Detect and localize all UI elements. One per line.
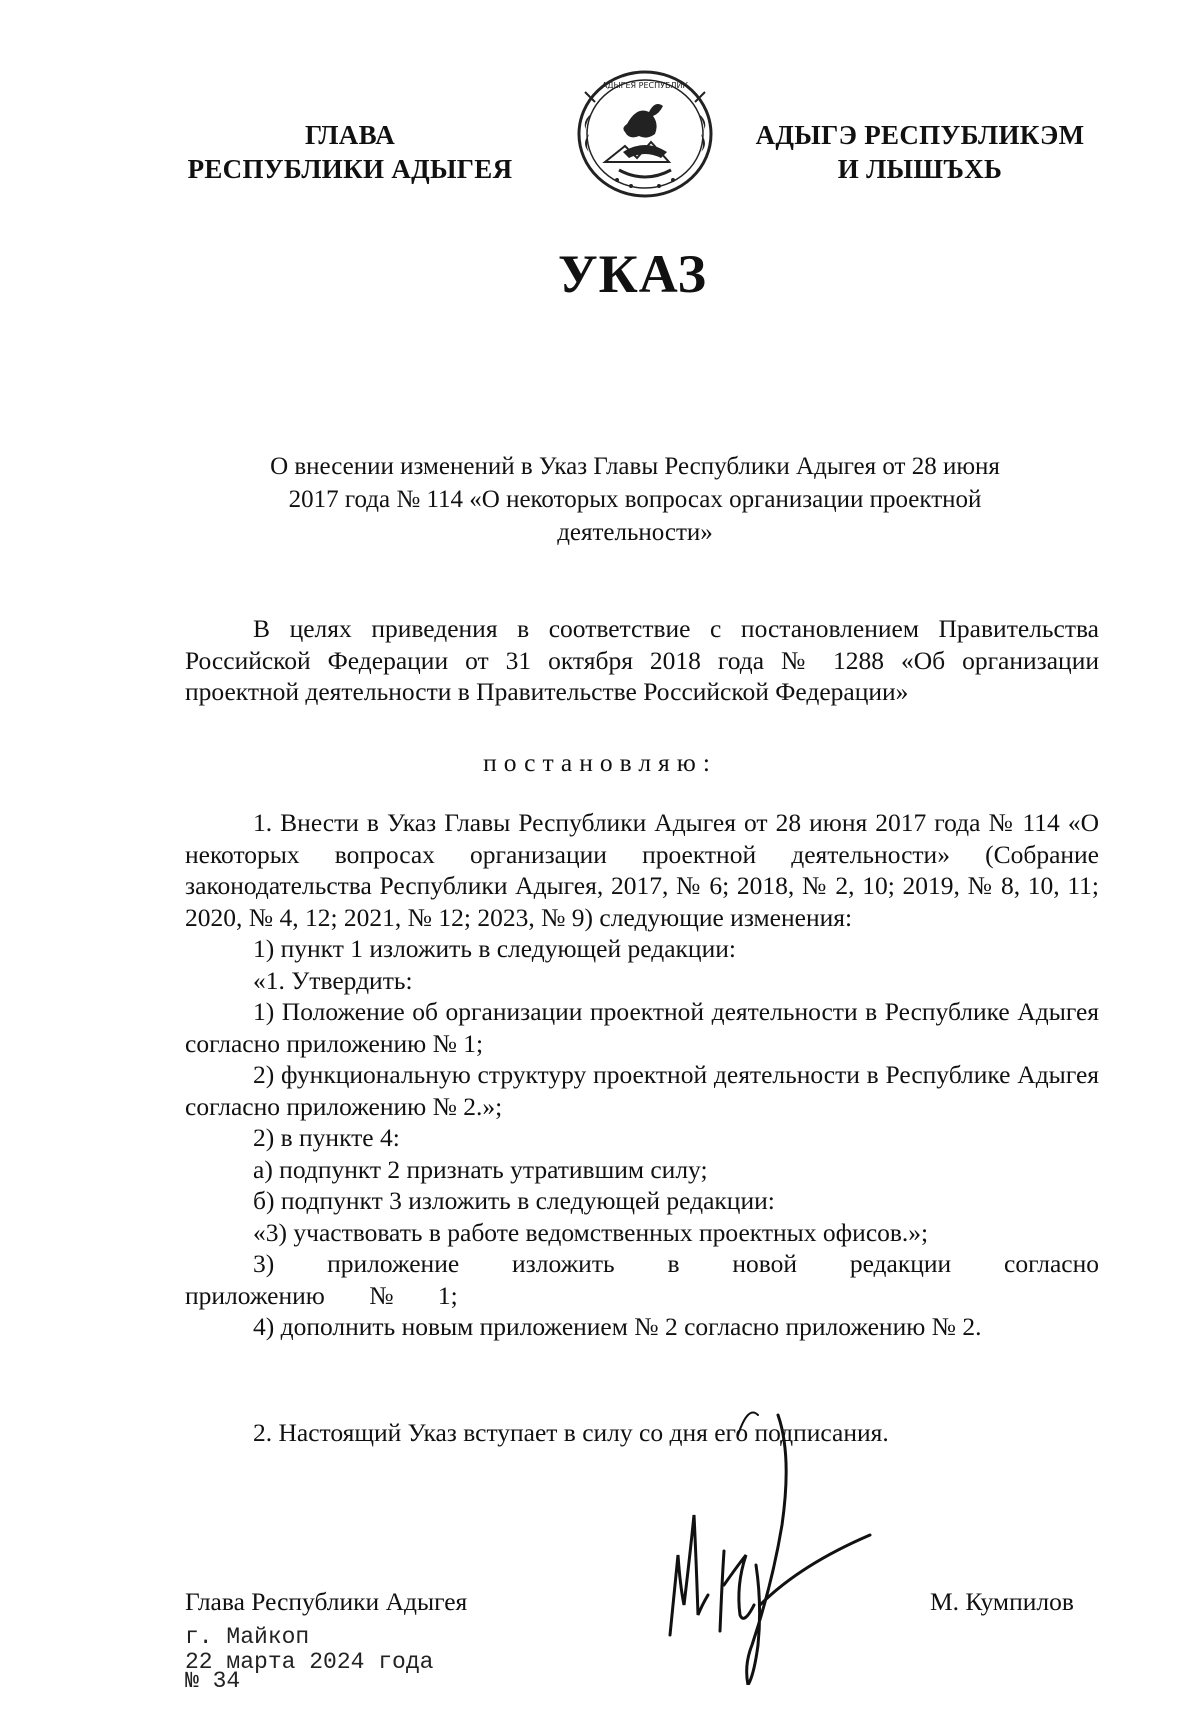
item-1-subitem-2a: а) подпункт 2 признать утратившим силу; (253, 1154, 708, 1184)
item-1-subitem-1: 1) пункт 1 изложить в следующей редакции: (253, 934, 736, 963)
item-1-subitem-2: 2) в пункте 4: (253, 1123, 400, 1152)
issue-details (185, 1625, 433, 1694)
decree-word: постановляю: (483, 748, 717, 777)
item-1-subitem-2b: б) подпункт 3 изложить в следующей редакции: (253, 1186, 775, 1215)
issuer-header-line2: РЕСПУБЛИКИ АДЫГЕЯ (187, 154, 513, 184)
subject-line-2: 2017 года № 114 «О некоторых вопросах организации проектной (288, 486, 982, 513)
issuer-header-adyghe-line1: АДЫГЭ РЕСПУБЛИКЭМ (755, 120, 1085, 150)
item-1-quote-a: 1) Положение об организации проектной деятельности в Республике Адыгея согласно приложению № 1; (185, 997, 1099, 1058)
preamble-paragraph: В целях приведения в соответствие с постановлением Правительства Российской Федерации от 31 октября 2018 года № 1288 «Об организации проектной деятельности в Правительстве Российской Федерации» (185, 614, 1099, 706)
issue-city: г. Майкоп (185, 1624, 310, 1650)
subject-line-1: О внесении изменений в Указ Главы Республики Адыгея от 28 июня (270, 453, 1000, 480)
item-1-subitem-2b-quote: «3) участвовать в работе ведомственных проектных офисов.»; (253, 1217, 929, 1247)
issuer-header-russian (150, 118, 550, 186)
signatory-position: Глава Республики Адыгея (185, 1587, 468, 1616)
subject-line-3: деятельности» (557, 519, 713, 546)
issuer-header-adyghe-line2: И ЛЫШЪХЬ (837, 154, 1003, 184)
handwritten-signature (660, 1395, 880, 1685)
coat-of-arms-emblem (565, 62, 725, 202)
signatory-name: М. Кумпилов (930, 1587, 1074, 1616)
item-2-paragraph: 2. Настоящий Указ вступает в силу со дня его подписания. (253, 1418, 889, 1447)
item-1-subitem-3: 3) приложение изложить в новой редакции согласно приложению № 1; (185, 1249, 1099, 1310)
document-type-title: УКАЗ (558, 244, 707, 304)
preamble-section (185, 613, 1099, 708)
emblem-inscription: АДЫГЕЯ РЕСПУБЛИК (601, 81, 689, 90)
document-number: № 34 (185, 1668, 241, 1694)
issuer-header-adyghe (730, 118, 1110, 186)
document-subject (195, 450, 1075, 549)
item-1-subitem-4: 4) дополнить новым приложением № 2 согласно приложению № 2. (253, 1312, 982, 1341)
item-2-section (185, 1417, 1099, 1449)
item-1-intro: 1. Внести в Указ Главы Республики Адыгея от 28 июня 2017 года № 114 «О некоторых вопросах организации проектной деятельности» (Собрание законодательства Республики Адыгея, 2017, № 6; 2018, № 2, 10; 2019, № 8, 10, 11; 2020, № 4, 12; 2021, № 12; 2023, № 9) следующие изменения: (185, 808, 1099, 932)
issue-date: 22 марта 2024 года (185, 1649, 434, 1675)
item-1-quote-b: 2) функциональную структуру проектной деятельности в Республике Адыгея согласно приложению № 2.»; (185, 1060, 1099, 1121)
issuer-header-line1: ГЛАВА (304, 120, 396, 150)
item-1-quote-start: «1. Утвердить: (253, 965, 413, 995)
decree-items (185, 807, 1099, 1343)
